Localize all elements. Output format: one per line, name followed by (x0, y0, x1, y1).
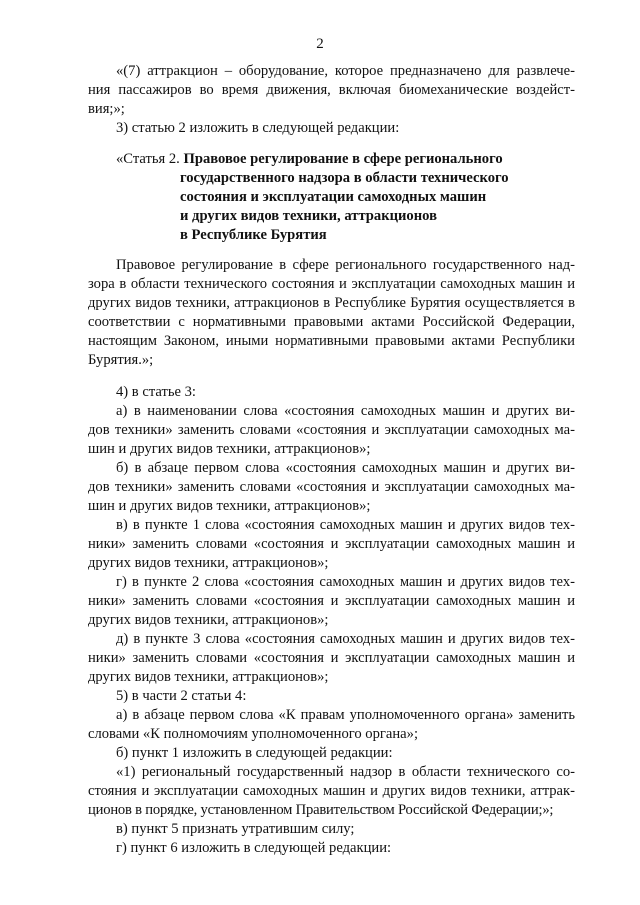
text-line: дов техники» заменить словами «состояния и эксплуатации самоходных ма- (88, 422, 575, 438)
text-line: ники» заменить словами «состояния и эксплуатации самоходных машин и (88, 536, 575, 552)
text-line: ники» заменить словами «состояния и эксплуатации самоходных машин и (88, 650, 575, 666)
text-line: б) в абзаце первом слова «состояния самоходных машин и других ви- (116, 460, 575, 476)
text-line: 3) статью 2 изложить в следующей редакции: (116, 120, 400, 136)
article-prefix: «Статья 2. (116, 151, 184, 167)
article-heading-first-line (116, 150, 575, 168)
text-line: г) в пункте 2 слова «состояния самоходных машин и других видов тех- (116, 574, 575, 590)
text-line: зора в области технического состояния и эксплуатации самоходных машин и (88, 276, 575, 292)
text-line: а) в абзаце первом слова «К правам уполномоченного органа» заменить (116, 707, 575, 723)
text-line: соответствии с нормативными правовыми актами Российской Федерации, (88, 314, 575, 330)
text-line: г) пункт 6 изложить в следующей редакции: (116, 840, 392, 856)
text-line: шин и других видов техники, аттракционов»; (88, 441, 371, 457)
text-line: стояния и эксплуатации самоходных машин и других видов техники, аттрак- (88, 783, 575, 799)
text-line: ники» заменить словами «состояния и эксплуатации самоходных машин и (88, 593, 575, 609)
text-line: настоящим Законом, иными нормативными правовыми актами Республики (88, 333, 575, 349)
text-line: ционов в порядке, установленном Правительством Российской Федерации;»; (88, 802, 554, 818)
text-line: в) в пункте 1 слова «состояния самоходных машин и других видов тех- (116, 517, 575, 533)
article-title-line: и других видов техники, аттракционов (180, 208, 437, 224)
article-title-line: состояния и эксплуатации самоходных машин (180, 189, 487, 205)
text-line: других видов техники, аттракционов в Республике Бурятия осуществляется в (88, 295, 575, 311)
article-title-line: Правовое регулирование в сфере регионального (183, 151, 503, 167)
text-line: других видов техники, аттракционов»; (88, 669, 329, 685)
text-line: вия;»; (88, 101, 125, 117)
text-line: 5) в части 2 статьи 4: (116, 688, 247, 704)
page-number: 2 (316, 36, 324, 52)
text-line: «1) региональный государственный надзор в области технического со- (116, 764, 575, 780)
text-line: в) пункт 5 признать утратившим силу; (116, 821, 355, 837)
text-line: Правовое регулирование в сфере регионального государственного над- (116, 257, 575, 273)
text-line: ния пассажиров во время движения, включая биомеханические воздейст- (88, 82, 575, 98)
article-title-line: в Республике Бурятия (180, 227, 327, 243)
text-line: Бурятия.»; (88, 352, 154, 368)
text-line: «(7) аттракцион – оборудование, которое предназначено для развлече- (116, 63, 575, 79)
text-line: а) в наименовании слова «состояния самоходных машин и других ви- (116, 403, 575, 419)
text-line: других видов техники, аттракционов»; (88, 555, 329, 571)
text-line: 4) в статье 3: (116, 384, 196, 400)
text-line: других видов техники, аттракционов»; (88, 612, 329, 628)
text-line: дов техники» заменить словами «состояния и эксплуатации самоходных ма- (88, 479, 575, 495)
text-line: б) пункт 1 изложить в следующей редакции: (116, 745, 393, 761)
text-line: д) в пункте 3 слова «состояния самоходных машин и других видов тех- (116, 631, 575, 647)
article-title-line: государственного надзора в области технического (180, 170, 509, 186)
text-line: шин и других видов техники, аттракционов»; (88, 498, 371, 514)
text-line: словами «К полномочиям уполномоченного органа»; (88, 726, 419, 742)
